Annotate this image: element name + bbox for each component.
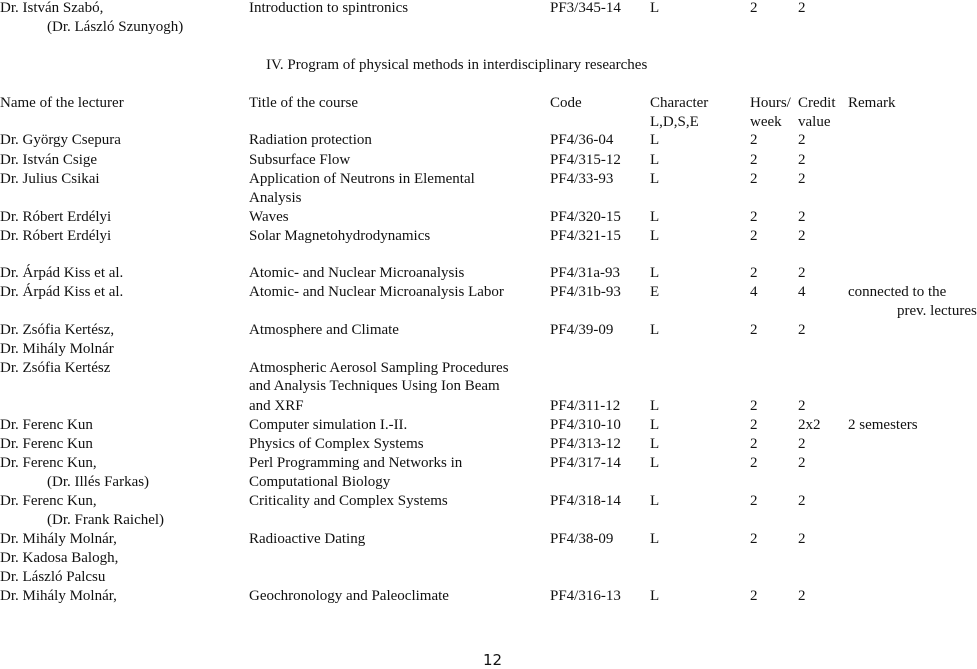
course-credit: 2 bbox=[798, 398, 806, 414]
header-credit: Credit bbox=[798, 95, 836, 111]
lecturer-name: Dr. Ferenc Kun bbox=[0, 417, 93, 433]
course-character: L bbox=[650, 398, 660, 414]
course-title: Atmospheric Aerosol Sampling Procedures bbox=[249, 360, 509, 376]
course-title: Atomic- and Nuclear Microanalysis Labor bbox=[249, 284, 504, 300]
course-character: L bbox=[650, 322, 660, 338]
course-code: PF4/313-12 bbox=[550, 436, 621, 452]
course-hours: 2 bbox=[750, 588, 758, 604]
course-character: L bbox=[650, 228, 660, 244]
course-character: L bbox=[650, 265, 660, 281]
course-code: PF4/39-09 bbox=[550, 322, 614, 338]
course-code: PF4/318-14 bbox=[550, 493, 621, 509]
course-credit: 2 bbox=[798, 171, 806, 187]
header-code: Code bbox=[550, 95, 582, 111]
course-title: Waves bbox=[249, 209, 289, 225]
lecturer-name: Dr. Ferenc Kun bbox=[0, 436, 93, 452]
course-remark: connected to the bbox=[848, 284, 947, 300]
header-character-types: L,D,S,E bbox=[650, 114, 699, 130]
course-hours: 2 bbox=[750, 417, 758, 433]
course-title: and XRF bbox=[249, 398, 304, 414]
section-heading-emphasis: physical methods in interdisciplinary researches bbox=[359, 57, 648, 73]
course-credit: 2 bbox=[798, 455, 806, 471]
course-character: E bbox=[650, 284, 660, 300]
course-credit: 2 bbox=[798, 152, 806, 168]
course-title: Analysis bbox=[249, 190, 302, 206]
course-credit: 4 bbox=[798, 284, 806, 300]
course-credit: 2 bbox=[798, 0, 806, 16]
course-title: Criticality and Complex Systems bbox=[249, 493, 448, 509]
course-code: PF4/38-09 bbox=[550, 531, 614, 547]
lecturer-name: Dr. László Palcsu bbox=[0, 569, 106, 585]
header-character: Character bbox=[650, 95, 709, 111]
lecturer-name: Dr. István Csige bbox=[0, 152, 98, 168]
course-remark: prev. lectures bbox=[897, 303, 977, 319]
lecturer-name: Dr. Kadosa Balogh, bbox=[0, 550, 119, 566]
header-hours-week: week bbox=[750, 114, 782, 130]
course-title: Radiation protection bbox=[249, 132, 372, 148]
course-code: PF4/320-15 bbox=[550, 209, 621, 225]
course-character: L bbox=[650, 152, 660, 168]
course-remark: 2 semesters bbox=[848, 417, 918, 433]
course-hours: 2 bbox=[750, 436, 758, 452]
lecturer-name: Dr. Árpád Kiss et al. bbox=[0, 265, 124, 281]
course-hours: 2 bbox=[750, 493, 758, 509]
course-code: PF4/36-04 bbox=[550, 132, 614, 148]
course-title: Atomic- and Nuclear Microanalysis bbox=[249, 265, 465, 281]
course-credit: 2 bbox=[798, 531, 806, 547]
course-hours: 2 bbox=[750, 171, 758, 187]
course-title: Computational Biology bbox=[249, 474, 391, 490]
lecturer-name: Dr. Ferenc Kun, bbox=[0, 493, 97, 509]
course-hours: 2 bbox=[750, 209, 758, 225]
course-character: L bbox=[650, 531, 660, 547]
course-character: L bbox=[650, 171, 660, 187]
lecturer-name: Dr. Mihály Molnár, bbox=[0, 588, 117, 604]
course-hours: 2 bbox=[750, 398, 758, 414]
course-code: PF4/33-93 bbox=[550, 171, 614, 187]
course-hours: 4 bbox=[750, 284, 758, 300]
course-code: PF4/310-10 bbox=[550, 417, 621, 433]
course-title: Radioactive Dating bbox=[249, 531, 366, 547]
lecturer-name: Dr. Ferenc Kun, bbox=[0, 455, 97, 471]
course-hours: 2 bbox=[750, 455, 758, 471]
course-credit: 2 bbox=[798, 493, 806, 509]
lecturer-name: Dr. István Szabó, bbox=[0, 0, 104, 16]
course-hours: 2 bbox=[750, 265, 758, 281]
lecturer-name: Dr. Zsófia Kertész, bbox=[0, 322, 115, 338]
lecturer-name: Dr. Róbert Erdélyi bbox=[0, 228, 112, 244]
course-code: PF4/315-12 bbox=[550, 152, 621, 168]
course-code: PF4/31a-93 bbox=[550, 265, 621, 281]
course-credit: 2 bbox=[798, 265, 806, 281]
section-heading-prefix: IV. Program of bbox=[266, 57, 356, 73]
course-code: PF4/321-15 bbox=[550, 228, 621, 244]
course-title: and Analysis Techniques Using Ion Beam bbox=[249, 378, 500, 394]
course-hours: 2 bbox=[750, 132, 758, 148]
course-code: PF4/311-12 bbox=[550, 398, 621, 414]
course-character: L bbox=[650, 493, 660, 509]
lecturer-name: Dr. Julius Csikai bbox=[0, 171, 100, 187]
course-hours: 2 bbox=[750, 152, 758, 168]
course-credit: 2 bbox=[798, 436, 806, 452]
header-credit-value: value bbox=[798, 114, 831, 130]
course-title: Physics of Complex Systems bbox=[249, 436, 424, 452]
course-title: Subsurface Flow bbox=[249, 152, 351, 168]
course-character: L bbox=[650, 132, 660, 148]
course-credit: 2 bbox=[798, 228, 806, 244]
course-code: PF4/31b-93 bbox=[550, 284, 621, 300]
header-title: Title of the course bbox=[249, 95, 359, 111]
lecturer-name: Dr. Mihály Molnár bbox=[0, 341, 114, 357]
course-title: Atmosphere and Climate bbox=[249, 322, 399, 338]
course-hours: 2 bbox=[750, 0, 758, 16]
course-character: L bbox=[650, 588, 660, 604]
course-title: Solar Magnetohydrodynamics bbox=[249, 228, 431, 244]
lecturer-name: Dr. Róbert Erdélyi bbox=[0, 209, 112, 225]
lecturer-name: (Dr. László Szunyogh) bbox=[47, 19, 184, 35]
course-title: Perl Programming and Networks in bbox=[249, 455, 463, 471]
lecturer-name: (Dr. Frank Raichel) bbox=[47, 512, 165, 528]
lecturer-name: Dr. Árpád Kiss et al. bbox=[0, 284, 124, 300]
course-code: PF4/317-14 bbox=[550, 455, 621, 471]
course-character: L bbox=[650, 436, 660, 452]
course-hours: 2 bbox=[750, 531, 758, 547]
course-credit: 2x2 bbox=[798, 417, 821, 433]
course-title: Application of Neutrons in Elemental bbox=[249, 171, 475, 187]
course-title: Geochronology and Paleoclimate bbox=[249, 588, 449, 604]
header-lecturer: Name of the lecturer bbox=[0, 95, 124, 111]
course-code: PF3/345-14 bbox=[550, 0, 621, 16]
header-remark: Remark bbox=[848, 95, 896, 111]
course-character: L bbox=[650, 455, 660, 471]
lecturer-name: Dr. György Csepura bbox=[0, 132, 121, 148]
page-number: 12 bbox=[483, 651, 503, 669]
section-heading bbox=[266, 56, 647, 74]
course-code: PF4/316-13 bbox=[550, 588, 621, 604]
course-title: Introduction to spintronics bbox=[249, 0, 409, 16]
course-credit: 2 bbox=[798, 322, 806, 338]
course-character: L bbox=[650, 0, 660, 16]
lecturer-name: Dr. Zsófia Kertész bbox=[0, 360, 111, 376]
course-hours: 2 bbox=[750, 322, 758, 338]
lecturer-name: Dr. Mihály Molnár, bbox=[0, 531, 117, 547]
course-credit: 2 bbox=[798, 132, 806, 148]
lecturer-name: (Dr. Illés Farkas) bbox=[47, 474, 150, 490]
header-hours: Hours/ bbox=[750, 95, 791, 111]
course-credit: 2 bbox=[798, 209, 806, 225]
course-character: L bbox=[650, 209, 660, 225]
course-hours: 2 bbox=[750, 228, 758, 244]
course-character: L bbox=[650, 417, 660, 433]
course-credit: 2 bbox=[798, 588, 806, 604]
course-title: Computer simulation I.-II. bbox=[249, 417, 408, 433]
